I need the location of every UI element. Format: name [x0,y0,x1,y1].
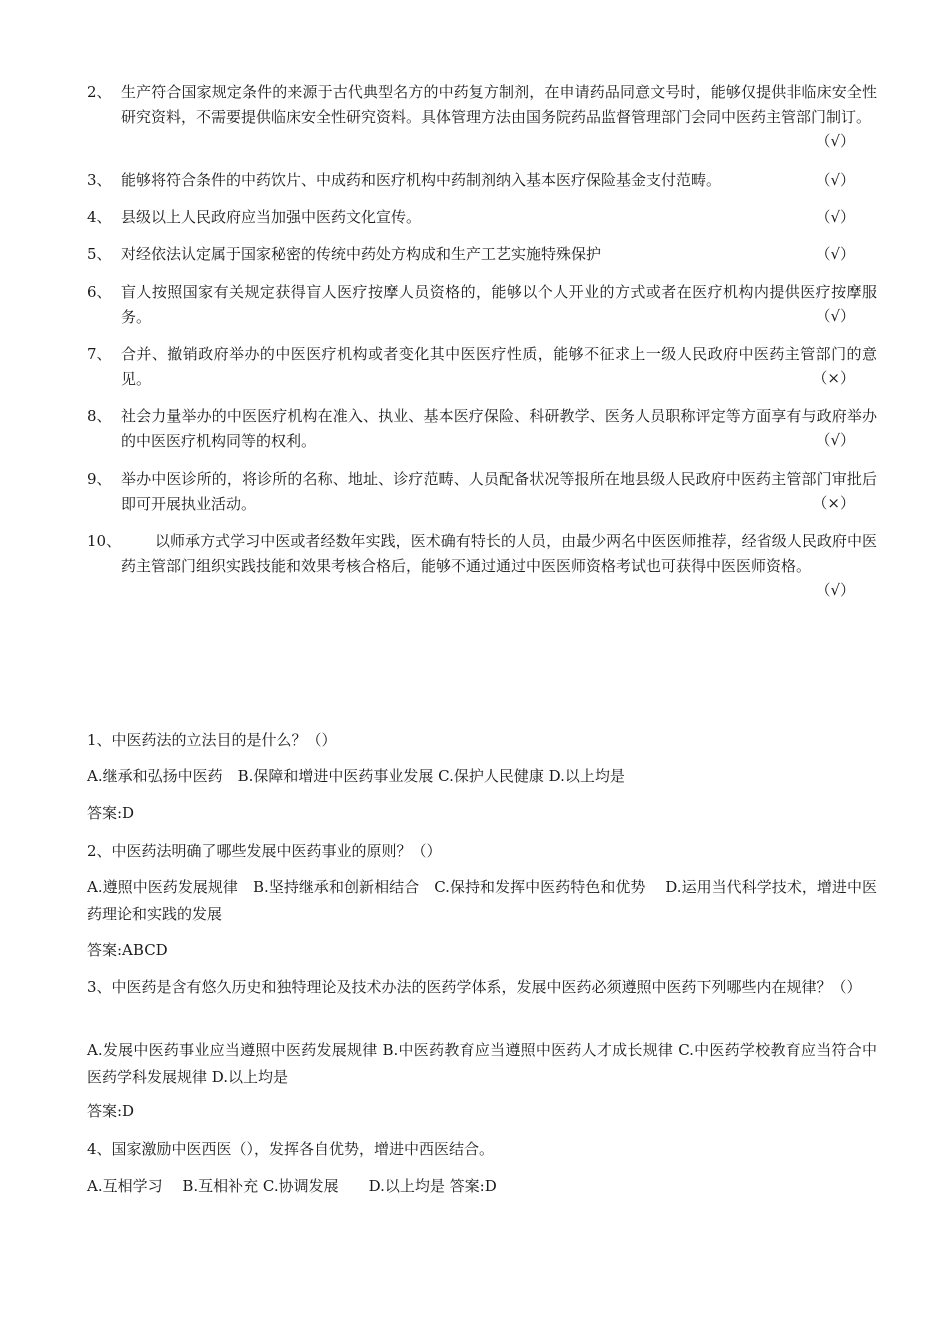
answer-mark: （√） [815,307,855,325]
answer-mark: （√） [815,245,855,263]
item-number: 2、 [87,83,112,101]
tf-item [87,242,877,267]
question-2-options: A.遵照中医药发展规律 B.坚持继承和创新相结合 C.保持和发挥中医药特色和优势 D.运用当代科学技术，增进中医药理论和实践的发展 [87,878,877,923]
answer-mark: （×） [812,369,855,387]
tf-item [87,404,877,453]
answer-mark: （√） [815,581,855,599]
item-text: 合并、撤销政府举办的中医医疗机构或者变化其中医医疗性质，能够不征求上一级人民政府中医药主管部门的意见。 [121,345,877,388]
tf-item [87,529,877,599]
answer-mark: （√） [815,431,855,449]
tf-item [87,205,877,230]
item-text: 盲人按照国家有关规定获得盲人医疗按摩人员资格的，能够以个人开业的方式或者在医疗机构内提供医疗按摩服务。 [121,283,877,326]
tf-item [87,280,877,329]
item-number: 6、 [87,283,112,301]
answer-mark: （√） [815,132,855,150]
question-4: 4、国家激励中医西医（），发挥各自优势，增进中西医结合。 [87,1140,495,1158]
item-text: 以师承方式学习中医或者经数年实践，医术确有特长的人员，由最少两名中医医师推荐，经省级人民政府中医药主管部门组织实践技能和效果考核合格后，能够不通过通过中医医师资格考试也可获得中医医师资格。 [121,532,877,575]
question-4-options: A.互相学习 B.互相补充 C.协调发展 D.以上均是 答案:D [87,1177,497,1195]
question-1: 1、中医药法的立法目的是什么？（） [87,731,337,749]
tf-item [87,80,877,150]
item-text: 县级以上人民政府应当加强中医药文化宣传。 [121,208,422,226]
answer-mark: （×） [812,494,855,512]
item-number: 10、 [87,532,122,550]
answer-mark: （√） [815,208,855,226]
item-number: 7、 [87,345,112,363]
item-number: 8、 [87,407,112,425]
item-text: 对经依法认定属于国家秘密的传统中药处方构成和生产工艺实施特殊保护 [121,245,602,263]
item-text: 社会力量举办的中医医疗机构在准入、执业、基本医疗保险、科研教学、医务人员职称评定等方面享有与政府举办的中医医疗机构同等的权利。 [121,407,877,450]
question-2: 2、中医药法明确了哪些发展中医药事业的原则？（） [87,842,442,860]
item-number: 5、 [87,245,112,263]
item-text: 举办中医诊所的，将诊所的名称、地址、诊疗范畴、人员配备状况等报所在地县级人民政府中医药主管部门审批后即可开展执业活动。 [121,470,877,513]
item-number: 9、 [87,470,112,488]
question-2-answer: 答案:ABCD [87,941,168,959]
tf-item [87,168,877,193]
question-1-answer: 答案:D [87,804,135,822]
item-number: 4、 [87,208,112,226]
answer-mark: （√） [815,171,855,189]
item-text: 生产符合国家规定条件的来源于古代典型名方的中药复方制剂，在申请药品同意文号时，能够仅提供非临床安全性研究资料，不需要提供临床安全性研究资料。具体管理方法由国务院药品监督管理部门会同中医药主管部门制订。 [121,83,877,126]
question-3: 3、中医药是含有悠久历史和独特理论及技术办法的医药学体系，发展中医药必须遵照中医药下列哪些内在规律？（） [87,978,862,996]
question-3-answer: 答案:D [87,1102,135,1120]
item-text: 能够将符合条件的中药饮片、中成药和医疗机构中药制剂纳入基本医疗保险基金支付范畴。 [121,171,722,189]
tf-item [87,467,877,516]
tf-item [87,342,877,391]
item-number: 3、 [87,171,112,189]
question-1-options: A.继承和弘扬中医药 B.保障和增进中医药事业发展 C.保护人民健康 D.以上均是 [87,767,625,785]
question-3-options: A.发展中医药事业应当遵照中医药发展规律 B.中医药教育应当遵照中医药人才成长规律 C.中医药学校教育应当符合中医药学科发展规律 D.以上均是 [87,1041,877,1086]
